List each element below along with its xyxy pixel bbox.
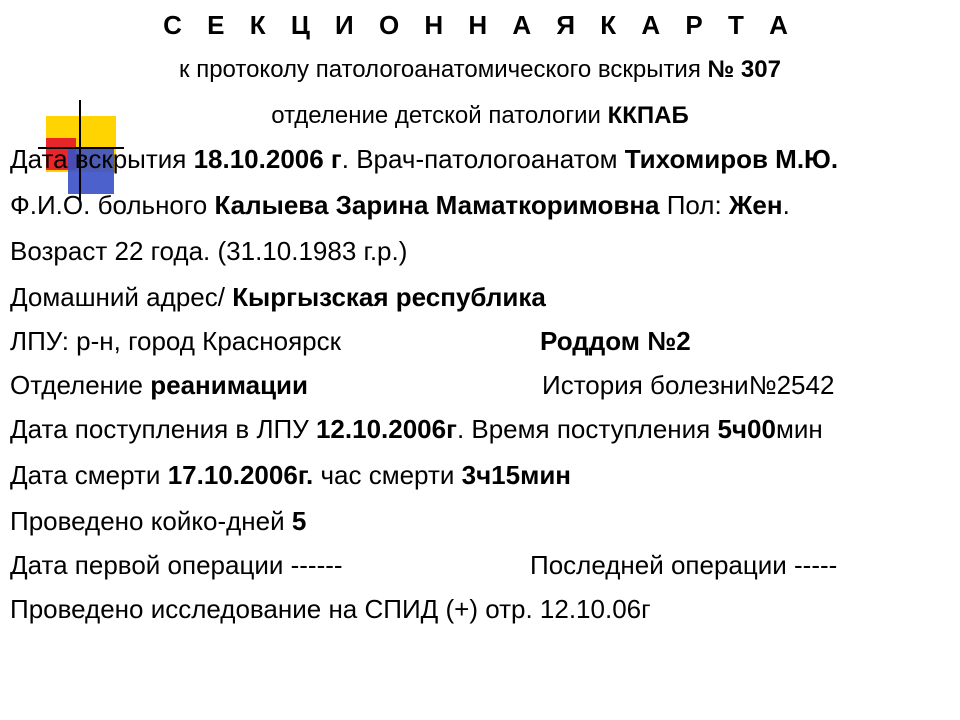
lpu-label: ЛПУ: р-н, город Красноярск: [10, 326, 341, 356]
patient-label: Ф.И.О. больного: [10, 190, 215, 220]
admission-label: Дата поступления в ЛПУ: [10, 414, 316, 444]
lpu-row: [10, 326, 341, 357]
sex-value: Жен: [728, 190, 783, 220]
last-operation: Последней операции -----: [530, 550, 838, 580]
admission-row: [10, 414, 823, 445]
lpu-value: Роддом №2: [540, 326, 691, 356]
sex-suffix: .: [782, 190, 790, 220]
doctor-label: . Врач-патологоанатом: [341, 144, 625, 174]
autopsy-label: Дата вскрытия: [10, 144, 194, 174]
autopsy-date: 18.10.2006 г: [193, 144, 342, 174]
sex-label: Пол:: [659, 190, 729, 220]
age-row: Возраст 22 года. (31.10.1983 г.р.): [10, 236, 408, 266]
address-row: [10, 282, 546, 313]
autopsy-row: [10, 144, 838, 175]
bed-days-label: Проведено койко-дней: [10, 506, 292, 536]
department-value: реанимации: [150, 370, 309, 400]
department-row: [10, 370, 308, 401]
death-row: [10, 460, 571, 491]
department-line: [0, 102, 960, 130]
history-number: История болезни№2542: [542, 370, 835, 400]
page-title: С Е К Ц И О Н Н А Я К А Р Т А: [163, 10, 797, 40]
address-value: Кыргызская республика: [232, 282, 546, 312]
death-label: Дата смерти: [10, 460, 168, 490]
dept-prefix: отделение детской патологии: [271, 102, 608, 129]
hiv-row: Проведено исследование на СПИД (+) отр. 12.10.06г: [10, 594, 651, 624]
death-time-label: час смерти: [313, 460, 462, 490]
patient-row: [10, 190, 790, 221]
protocol-prefix: к протоколу патологоанатомического вскрытия: [179, 56, 708, 83]
bed-days-value: 5: [291, 506, 307, 536]
admission-time-label: . Время поступления: [456, 414, 718, 444]
doctor-name: Тихомиров М.Ю.: [624, 144, 839, 174]
department-label: Отделение: [10, 370, 151, 400]
first-operation-row: Дата первой операции ------: [10, 550, 343, 580]
admission-time-suffix: мин: [775, 414, 823, 444]
protocol-line: [0, 56, 960, 84]
protocol-number: № 307: [707, 56, 781, 83]
dept-name: ККПАБ: [607, 102, 689, 129]
patient-name: Калыева Зарина Маматкоримовна: [214, 190, 660, 220]
address-label: Домашний адрес/: [10, 282, 233, 312]
death-date: 17.10.2006г.: [167, 460, 314, 490]
admission-date: 12.10.2006г: [315, 414, 457, 444]
death-time: 3ч15мин: [461, 460, 572, 490]
bed-days-row: [10, 506, 306, 537]
admission-time: 5ч00: [717, 414, 776, 444]
